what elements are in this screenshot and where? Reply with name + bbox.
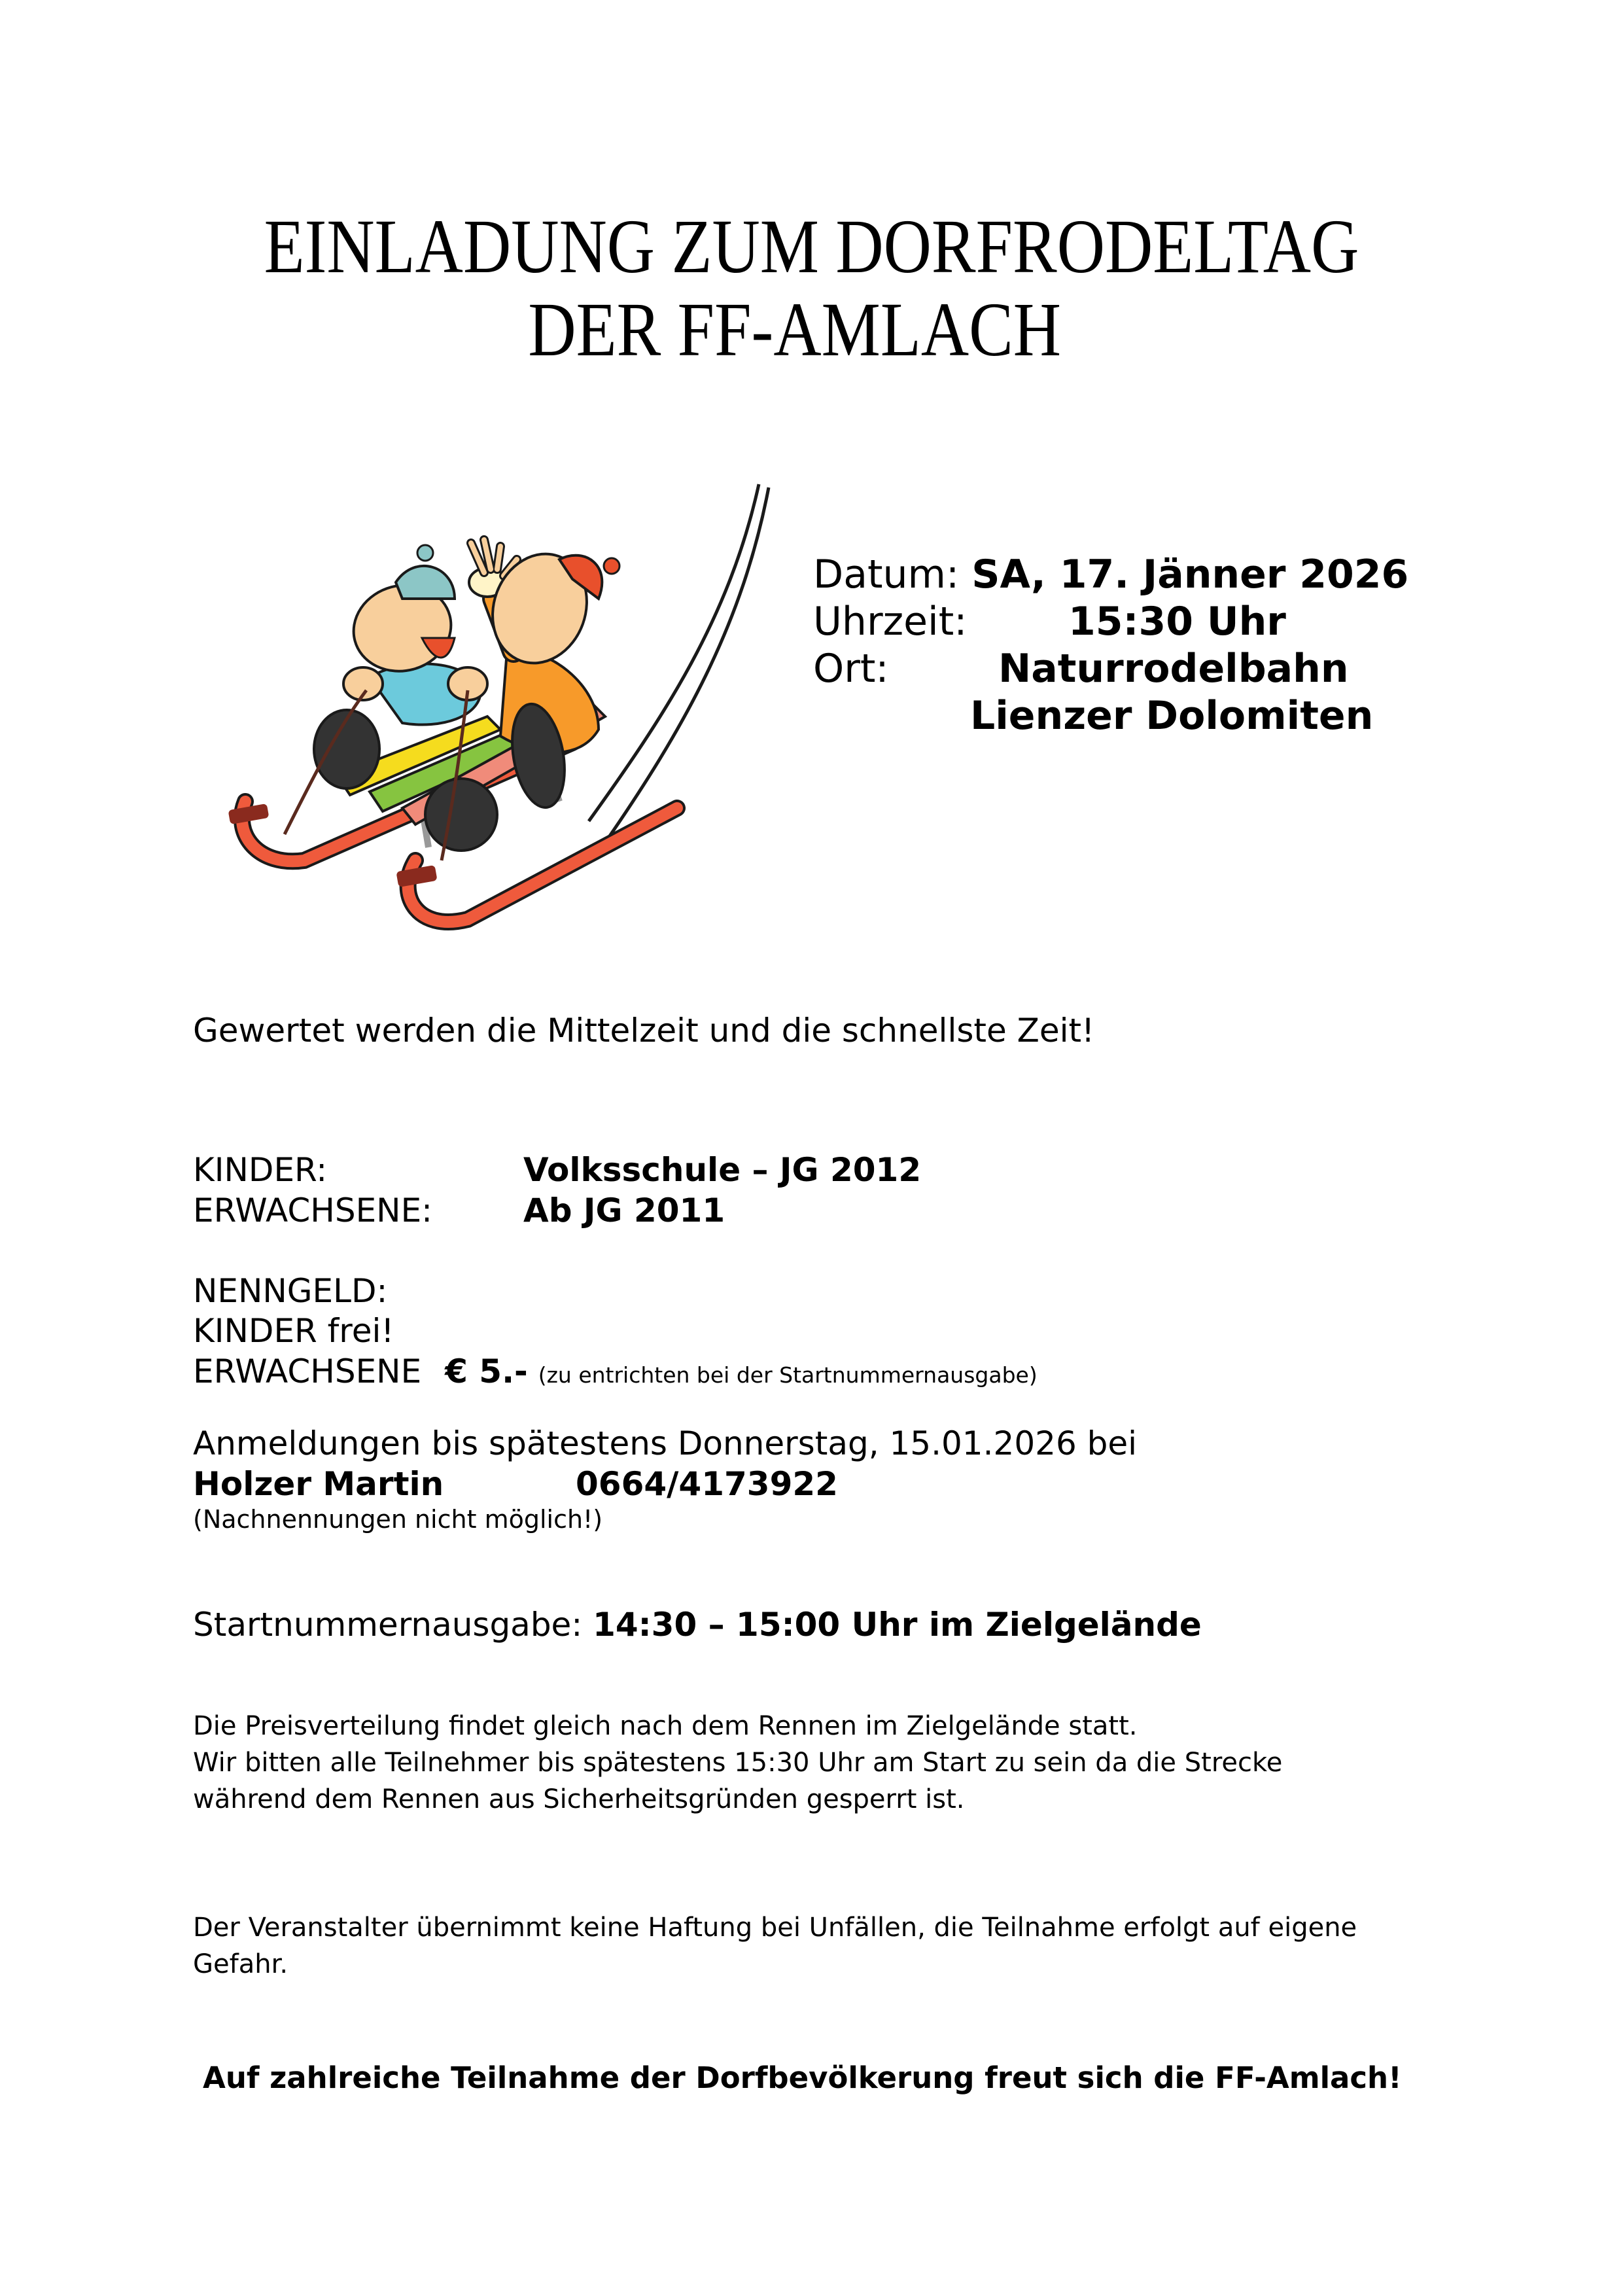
sled-illustration <box>206 468 782 939</box>
bib-pickup-label: Startnummernausgabe: <box>193 1606 583 1644</box>
contact-phone: 0664/4173922 <box>576 1465 838 1503</box>
place-label: Ort: <box>813 646 889 692</box>
award-info-line: während dem Rennen aus Sicherheitsgründen gesperrt ist. <box>193 1784 965 1814</box>
award-info-line: Die Preisverteilung findet gleich nach dem Rennen im Zielgelände statt. <box>193 1711 1138 1741</box>
contact-name: Holzer Martin <box>193 1465 444 1503</box>
award-info-line: Wir bitten alle Teilnehmer bis spätestens 15:30 Uhr am Start zu sein da die Strecke <box>193 1748 1283 1778</box>
award-info <box>193 1708 1282 1818</box>
category-kinder <box>193 1150 922 1190</box>
fees-adults <box>193 1352 1038 1395</box>
closing-line: Auf zahlreiche Teilnahme der Dorfbevölkerung freut sich die FF-Amlach! <box>203 2060 1402 2095</box>
time-value: 15:30 Uhr <box>1068 599 1286 645</box>
disclaimer-line: Gefahr. <box>193 1949 288 1979</box>
title-line-2-text: DER FF-AMLACH <box>528 287 1062 372</box>
fees-heading: NENNGELD: <box>193 1272 388 1310</box>
place-value-line-2: Lienzer Dolomiten <box>970 693 1374 739</box>
registration-late-note: (Nachnennungen nicht möglich!) <box>193 1505 603 1534</box>
date-label: Datum: <box>813 552 960 597</box>
time-label: Uhrzeit: <box>813 599 968 645</box>
bib-pickup <box>193 1605 1202 1644</box>
fees-children: KINDER frei! <box>193 1312 394 1350</box>
registration-contact <box>193 1464 838 1504</box>
time-row <box>813 598 1408 645</box>
bib-pickup-value: 14:30 – 15:00 Uhr im Zielgelände <box>593 1606 1202 1644</box>
disclaimer-line: Der Veranstalter übernimmt keine Haftung bei Unfällen, die Teilnahme erfolgt auf eigene <box>193 1913 1357 1943</box>
title-line-2 <box>114 287 1510 372</box>
category-label: KINDER: <box>193 1151 328 1189</box>
category-value: Ab JG 2011 <box>523 1192 725 1229</box>
fees-adults-amount: € 5.- <box>445 1352 528 1390</box>
fees-adults-note: (zu entrichten bei der Startnummernausgabe) <box>538 1362 1038 1388</box>
date-value: SA, 17. Jänner 2026 <box>971 552 1409 597</box>
fees-adults-label: ERWACHSENE <box>193 1352 422 1390</box>
place-row <box>813 645 1408 692</box>
registration-intro: Anmeldungen bis spätestens Donnerstag, 15.01.2026 bei <box>193 1424 1138 1462</box>
category-erwachsene <box>193 1191 725 1230</box>
category-value: Volksschule – JG 2012 <box>523 1151 922 1189</box>
disclaimer <box>193 1909 1357 1983</box>
date-row <box>813 551 1408 598</box>
sledding-cartoon-icon <box>206 468 782 939</box>
place-value-line-1: Naturrodelbahn <box>998 646 1349 692</box>
event-info <box>813 551 1408 739</box>
scoring-note: Gewertet werden die Mittelzeit und die schnellste Zeit! <box>193 1012 1095 1050</box>
place-row-2 <box>813 692 1408 739</box>
category-label: ERWACHSENE: <box>193 1192 433 1229</box>
title-line-1: EINLADUNG ZUM DORFRODELTAG <box>264 203 1359 289</box>
